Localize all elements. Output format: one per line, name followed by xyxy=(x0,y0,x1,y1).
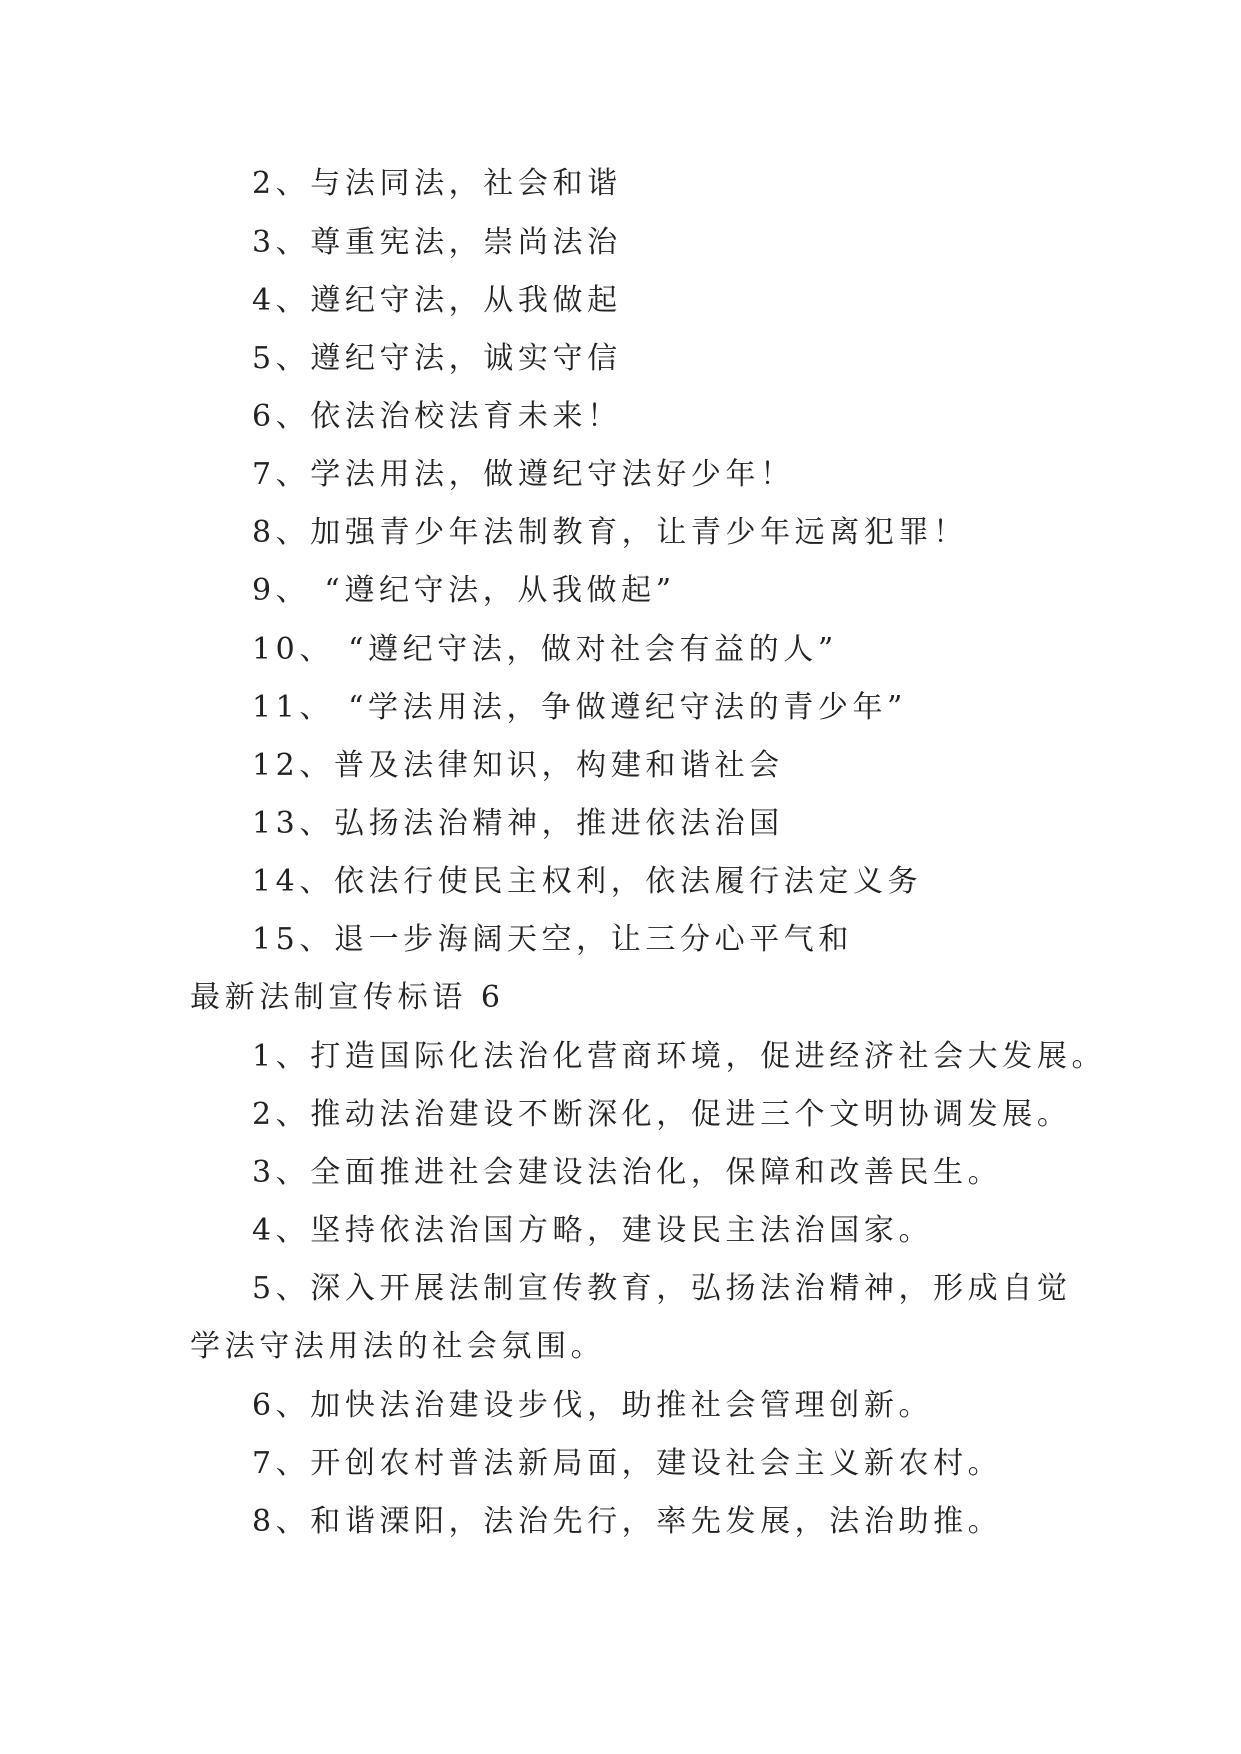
slogan-line: 12、普及法律知识，构建和谐社会 xyxy=(252,748,784,783)
section-heading: 最新法制宣传标语 6 xyxy=(190,980,505,1015)
slogan-line: 1、打造国际化法治化营商环境，促进经济社会大发展。 xyxy=(252,1039,1107,1074)
slogan-line: 11、 “学法用法，争做遵纪守法的青少年” xyxy=(252,690,907,725)
slogan-line: 7、开创农村普法新局面，建设社会主义新农村。 xyxy=(252,1446,1003,1481)
slogan-line: 7、学法用法，做遵纪守法好少年！ xyxy=(252,457,795,492)
slogan-line: 6、依法治校法育未来！ xyxy=(252,399,622,434)
slogan-line: 5、遵纪守法，诚实守信 xyxy=(252,341,622,376)
slogan-line: 15、退一步海阔天空，让三分心平气和 xyxy=(252,922,853,957)
slogan-line-continuation: 学法守法用法的社会氛围。 xyxy=(190,1329,606,1364)
slogan-line: 3、全面推进社会建设法治化，保障和改善民生。 xyxy=(252,1155,1003,1190)
slogan-line: 2、与法同法，社会和谐 xyxy=(252,166,622,201)
slogan-line: 5、深入开展法制宣传教育，弘扬法治精神，形成自觉 xyxy=(252,1271,1072,1306)
slogan-line: 13、弘扬法治精神，推进依法治国 xyxy=(252,806,784,841)
slogan-line: 8、和谐溧阳，法治先行，率先发展，法治助推。 xyxy=(252,1504,1003,1539)
slogan-line: 8、加强青少年法制教育，让青少年远离犯罪！ xyxy=(252,515,968,550)
slogan-line: 6、加快法治建设步伐，助推社会管理创新。 xyxy=(252,1388,934,1423)
slogan-line: 4、坚持依法治国方略，建设民主法治国家。 xyxy=(252,1213,934,1248)
slogan-line: 2、推动法治建设不断深化，促进三个文明协调发展。 xyxy=(252,1097,1072,1132)
slogan-line: 4、遵纪守法，从我做起 xyxy=(252,283,622,318)
slogan-line: 3、尊重宪法，崇尚法治 xyxy=(252,225,622,260)
slogan-line: 10、 “遵纪守法，做对社会有益的人” xyxy=(252,632,838,667)
slogan-line: 14、依法行使民主权利，依法履行法定义务 xyxy=(252,864,923,899)
slogan-line: 9、 “遵纪守法，从我做起” xyxy=(252,573,676,608)
